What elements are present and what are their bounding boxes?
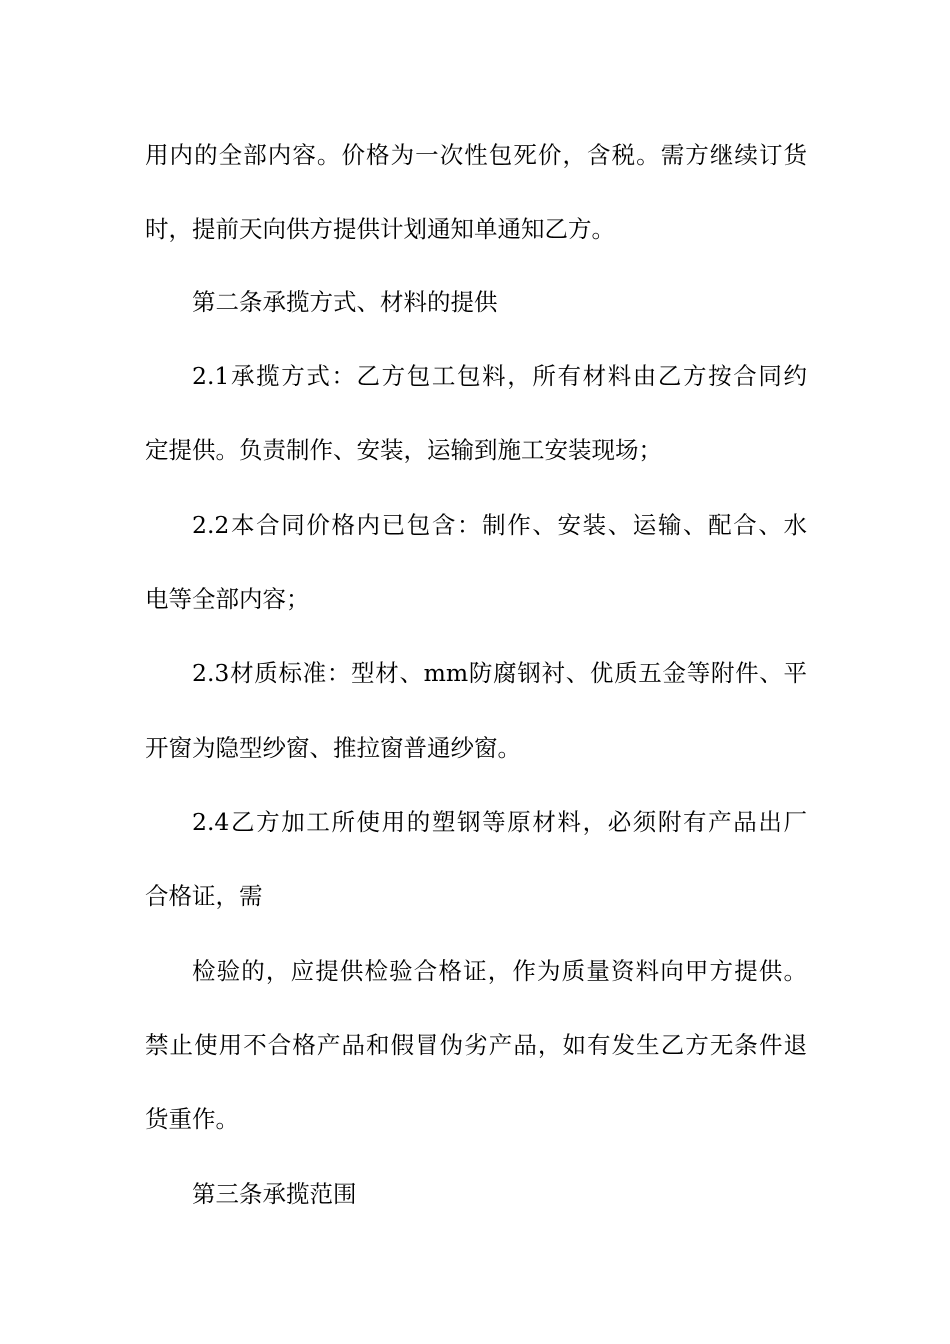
text-line: 2.4乙方加工所使用的塑钢等原材料，必须附有产品出厂	[192, 808, 807, 836]
text-line: 禁止使用不合格产品和假冒伪劣产品，如有发生乙方无条件退	[145, 1031, 807, 1059]
text-line: 用内的全部内容。价格为一次性包死价，含税。需方继续订货	[145, 141, 807, 169]
text-line: 2.3材质标准：型材、mm防腐钢衬、优质五金等附件、平	[192, 659, 807, 687]
text-line: 开窗为隐型纱窗、推拉窗普通纱窗。	[145, 734, 521, 762]
text-line: 检验的，应提供检验合格证，作为质量资料向甲方提供。	[192, 957, 807, 985]
text-line: 货重作。	[145, 1105, 239, 1133]
text-line: 2.1承揽方式：乙方包工包料，所有材料由乙方按合同约	[192, 362, 807, 390]
text-line: 时，提前天向供方提供计划通知单通知乙方。	[145, 215, 615, 243]
section-heading: 第二条承揽方式、材料的提供	[192, 288, 498, 316]
text-line: 2.2本合同价格内已包含：制作、安装、运输、配合、水	[192, 511, 807, 539]
text-line: 合格证，需	[145, 882, 263, 910]
section-heading: 第三条承揽范围	[192, 1180, 357, 1208]
text-line: 定提供。负责制作、安装，运输到施工安装现场；	[145, 436, 662, 464]
text-line: 电等全部内容；	[145, 585, 310, 613]
